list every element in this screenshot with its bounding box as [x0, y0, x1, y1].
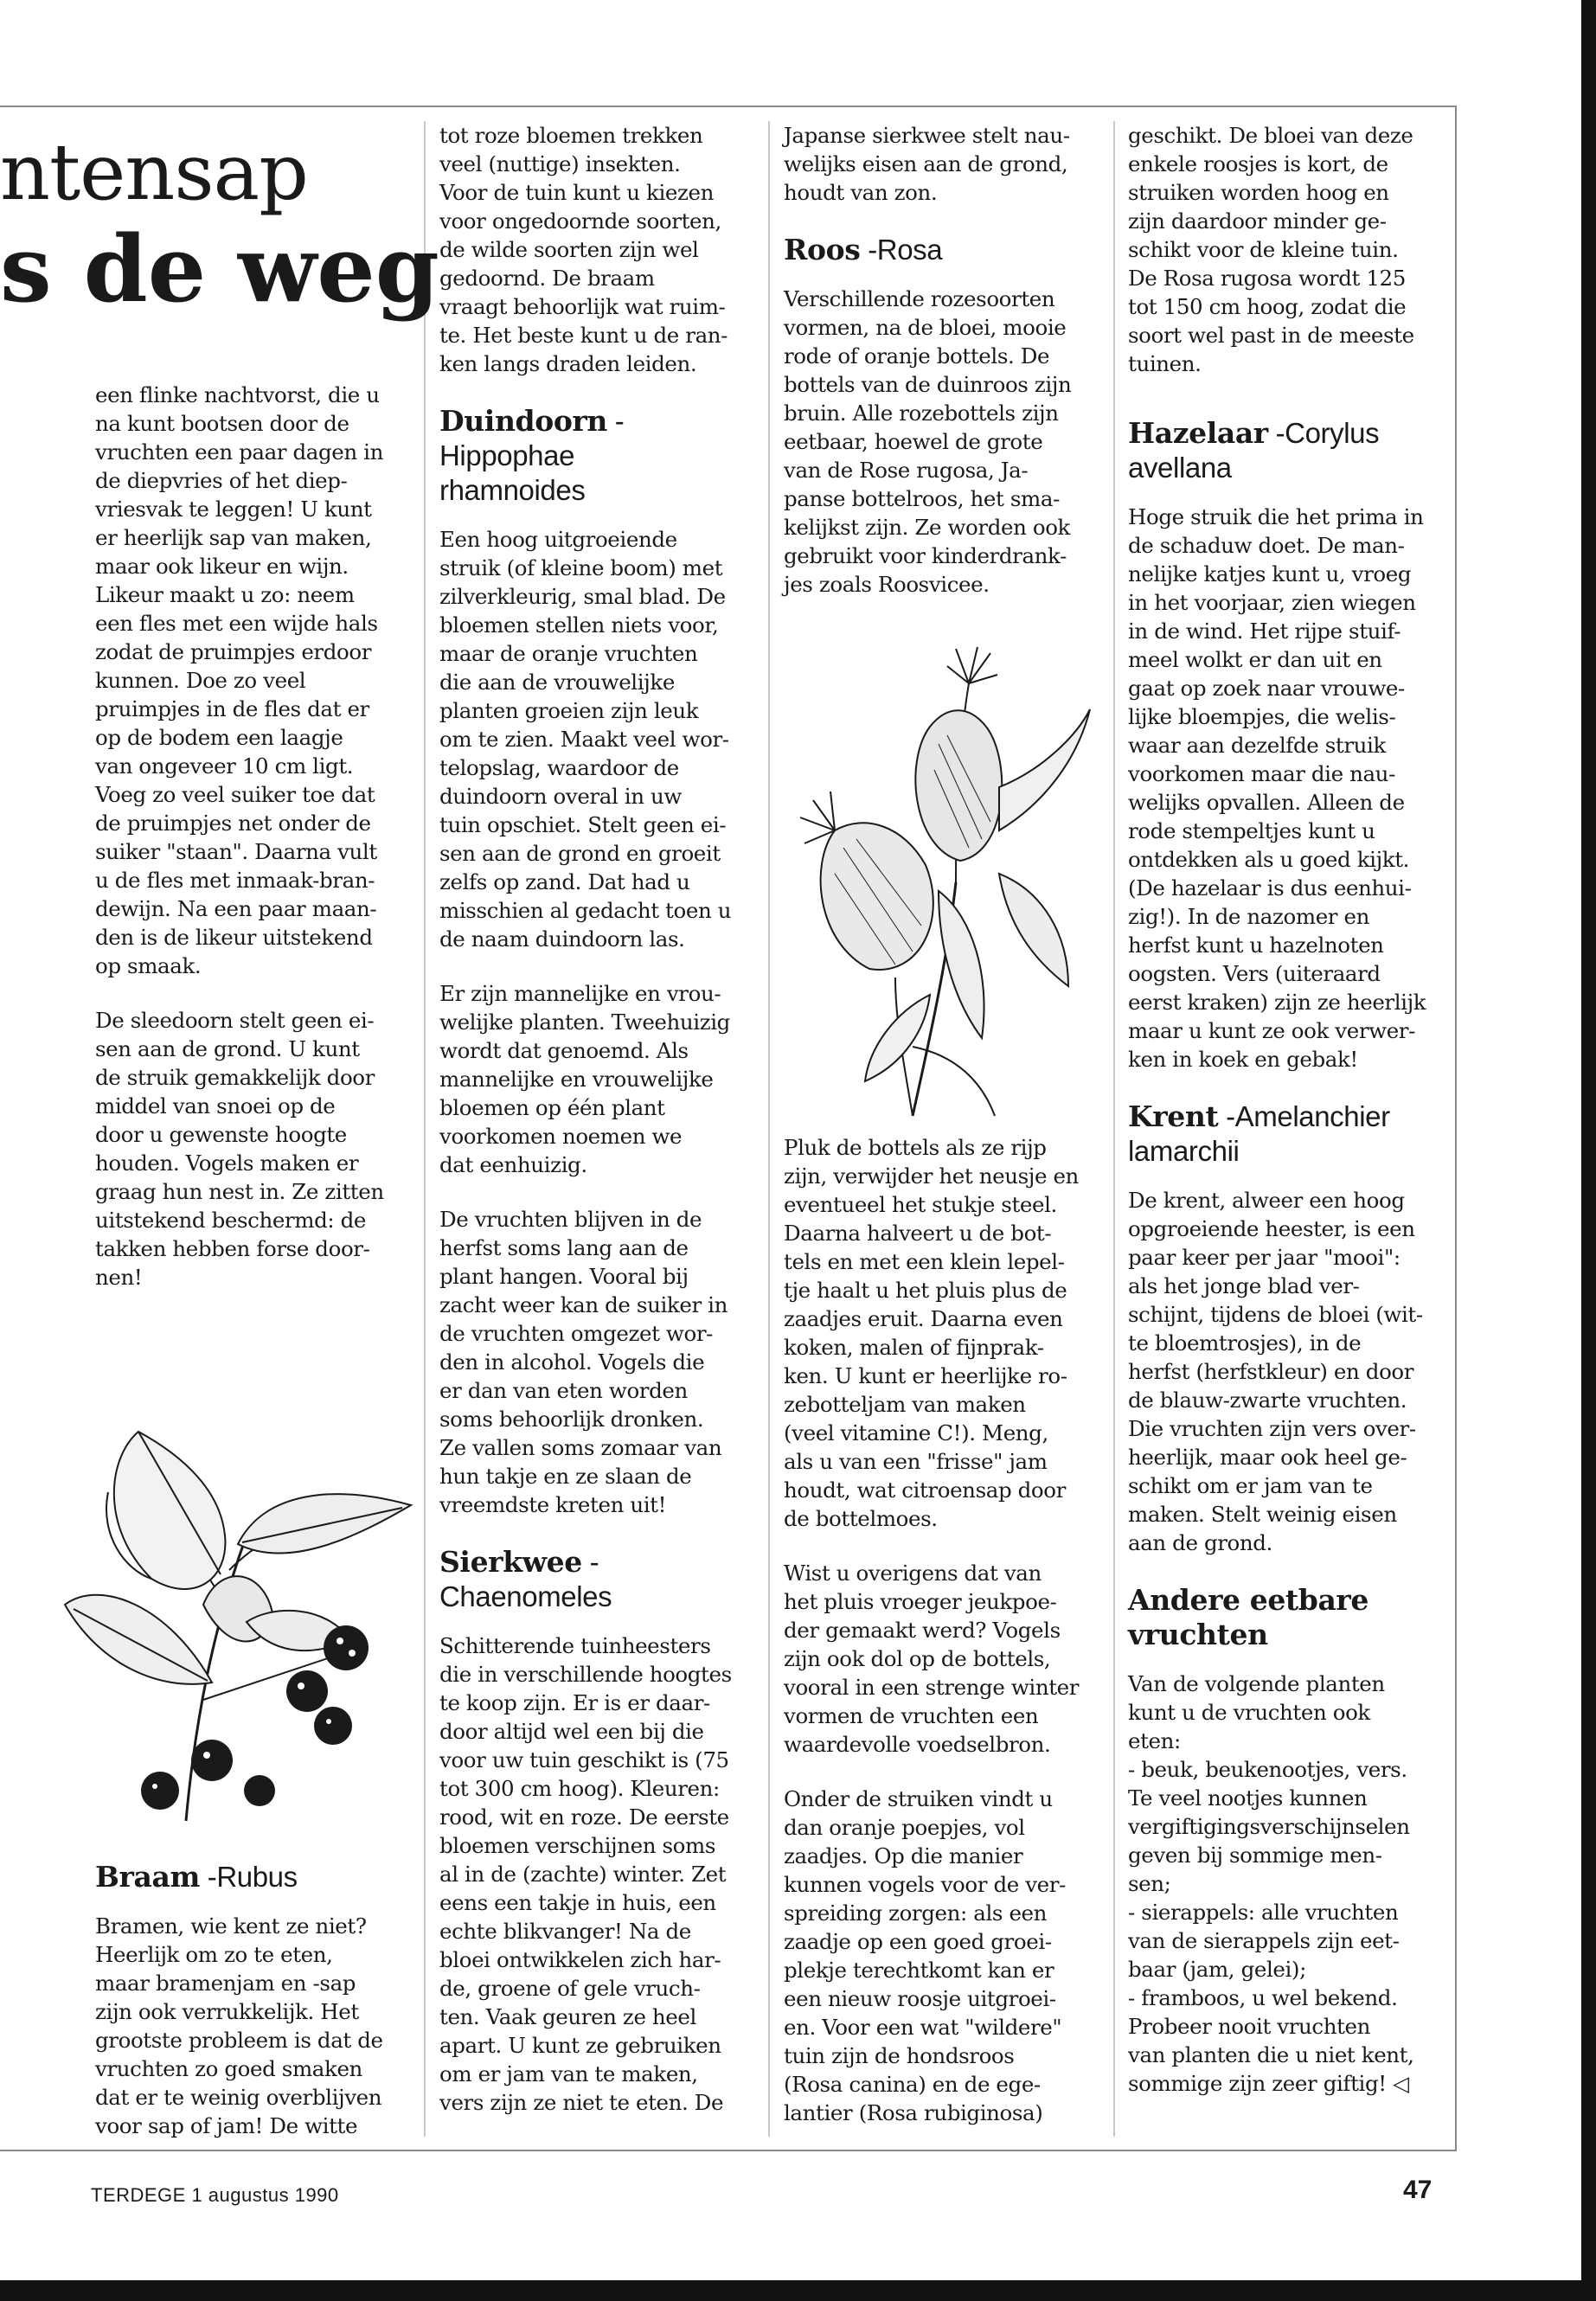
paragraph: Bramen, wie kent ze niet? Heerlijk om zo te eten, maar bramenjam en -sap zijn ook verrukkelijk. Het grootste probleem is dat de vruchten zo goed smaken dat er te weinig overblijven voor sap of jam! De witte: [95, 1913, 383, 2138]
paragraph: Er zijn mannelijke en vrou- welijke planten. Tweehuizig wordt dat genoemd. Als mannelijke en vrouwelijke bloemen op één plant voorkomen noemen we dat eenhuizig.: [439, 981, 730, 1177]
headline-line-1: ntensap: [0, 127, 308, 218]
heading-dutch-name: Duindoorn: [439, 404, 608, 438]
heading-dutch-name: Braam: [95, 1860, 200, 1894]
section-heading-duindoorn: [439, 404, 760, 508]
column-1: [95, 381, 415, 1317]
heading-dutch-name: Hazelaar: [1128, 416, 1268, 450]
column-2: [439, 121, 760, 2143]
column-3-top: [784, 121, 1104, 625]
column-rule-3: [1113, 121, 1115, 2137]
paragraph: Hoge struik die het prima in de schaduw doet. De man- nelijke katjes kunt u, vroeg in het voorjaar, zien wiegen in de wind. Het rijpe stuif- meel wolkt er dan uit en gaat op zoek naar vrouwe- lijke bloempjes, die welis- waar aan dezelfde struik voorkomen maar die nau- welijks opvallen. Alleen de rode stempeltjes kunt u ontdekken als u goed kijkt. (De hazelaar is dus eenhui- zig!). In de nazomer en herfst kunt u hazelnoten oogsten. Vers (uiteraard eerst kraken) zijn ze heerlijk maar u kunt ze ook verwer- ken in koek en gebak!: [1128, 504, 1426, 1072]
page-edge-bottom: [0, 2280, 1596, 2301]
section-heading-hazelaar: [1128, 416, 1448, 485]
page-edge-right: [1581, 0, 1596, 2301]
footer-magazine-date: TERDEGE 1 augustus 1990: [91, 2184, 339, 2206]
paragraph: Van de volgende planten kunt u de vruchten ook eten: - beuk, beukenootjes, vers. Te veel nootjes kunnen vergiftigingsverschijnselen geven bij sommige men- sen; - sierappels: alle vruchten van de sierappels zijn eet- baar (jam, gelei); - framboos, u wel bekend. Probeer nooit vruchten van planten die u niet kent, sommige zijn zeer giftig! ◁: [1128, 1671, 1414, 2096]
blackberry-illustration: [48, 1319, 433, 1830]
paragraph: Een hoog uitgroeiende struik (of kleine boom) met zilverkleurig, smal blad. De bloemen stellen niets voor, maar de oranje vruchten die aan de vrouwelijke planten groeien zijn leuk om te zien. Maakt veel wor- telopslag, waardoor de duindoorn overal in uw tuin opschiet. Stelt geen ei- sen aan de grond en groeit zelfs op zand. Dat had u misschien al gedacht toen u de naam duindoorn las.: [439, 527, 732, 952]
paragraph: Verschillende rozesoorten vormen, na de bloei, mooie rode of oranje bottels. De bottels van de duinroos zijn bruin. Alle rozebottels zijn eetbaar, hoewel de grote van de Rose rugosa, Ja- panse bottelroos, het sma- kelijkst zijn. Ze worden ook gebruikt voor kinderdrank- jes zoals Roosvicee.: [784, 286, 1072, 597]
heading-latin-name: - Chaenomeles: [439, 1546, 612, 1612]
paragraph: een flinke nachtvorst, die u na kunt bootsen door de vruchten een paar dagen in de diepvries of het diep- vriesvak te leggen! U kunt er heerlijk sap van maken, maar ook likeur en wijn. Likeur maakt u zo: neem een fles met een wijde hals zodat de pruimpjes erdoor kunnen. Doe zo veel pruimpjes in de fles dat er op de bodem een laagje van ongeveer 10 cm ligt. Voeg zo veel suiker toe dat de pruimpjes net onder de suiker "staan". Daarna vult u de fles met inmaak-bran- dewijn. Na een paar maan- den is de likeur uitstekend op smaak.: [95, 382, 383, 978]
heading-latin-name: -Corylus avellana: [1128, 417, 1380, 484]
page-number: 47: [1403, 2176, 1433, 2204]
section-heading-roos: [784, 233, 1104, 267]
column-1-bottom: [95, 1860, 415, 2166]
section-heading-andere-vruchten: Andere eetbare vruchten: [1128, 1583, 1369, 1651]
heading-latin-name: - Hippophae rhamnoides: [439, 405, 625, 506]
column-rule-1: [424, 121, 426, 2137]
paragraph: De krent, alweer een hoog opgroeiende heester, is een paar keer per jaar "mooi": als het jonge blad ver- schijnt, tijdens de bloei (wit- te bloemtrosjes), in de herfst (herfstkleur) en door de blauw-zwarte vruchten. Die vruchten zijn vers over- heerlijk, maar ook heel ge- schikt om er jam van te maken. Stelt weinig eisen aan de grond.: [1128, 1188, 1423, 1555]
paragraph: Japanse sierkwee stelt nau- welijks eisen aan de grond, houdt van zon.: [784, 123, 1070, 205]
heading-dutch-name: Sierkwee: [439, 1545, 582, 1579]
paragraph: Onder de struiken vindt u dan oranje poepjes, vol zaadjes. Op die manier kunnen vogels voor de ver- spreiding zorgen: als een zaadje op een goed groei- plekje terechtkomt kan er een nieuw roosje uitgroei- en. Voor een wat "wildere" tuin zijn de hondsroos (Rosa canina) en de ege- lantier (Rosa rubiginosa): [784, 1786, 1066, 2125]
heading-latin-name: -Rosa: [860, 234, 943, 266]
section-heading-krent: [1128, 1099, 1448, 1169]
heading-dutch-name: Roos: [784, 233, 861, 266]
section-heading-braam: [95, 1860, 415, 1894]
rosehip-illustration: [783, 631, 1107, 1125]
column-rule-2: [768, 121, 770, 2137]
column-3-bottom: [784, 1133, 1108, 2153]
heading-latin-name: -Amelanchier lamarchii: [1128, 1100, 1390, 1167]
heading-dutch-name: Krent: [1128, 1099, 1219, 1133]
paragraph: Wist u overigens dat van het pluis vroeger jeukpoe- der gemaakt werd? Vogels zijn ook dol op de bottels, vooral in een strenge winter vormen de vruchten een waardevolle voedselbron.: [784, 1561, 1080, 1757]
heading-latin-name: -Rubus: [199, 1861, 298, 1893]
headline-line-2: s de weg: [0, 215, 439, 323]
paragraph: Pluk de bottels als ze rijp zijn, verwijder het neusje en eventueel het stukje steel. Daarna halveert u de bot- tels en met een klein lepel- tje haalt u het pluis plus de zaadjes eruit. Daarna even koken, malen of fijnprak- ken. U kunt er heerlijke ro- zebotteljam van maken (veel vitamine C!). Meng, als u van een "frisse" jam houdt, wat citroensap door de bottelmoes.: [784, 1135, 1079, 1531]
paragraph: De vruchten blijven in de herfst soms lang aan de plant hangen. Vooral bij zacht weer kan de suiker in de vruchten omgezet wor- den in alcohol. Vogels die er dan van eten worden soms behoorlijk dronken. Ze vallen soms zomaar van hun takje en ze slaan de vreemdste kreten uit!: [439, 1207, 727, 1517]
paragraph: tot roze bloemen trekken veel (nuttige) insekten. Voor de tuin kunt u kiezen voor ongedoornde soorten, de wilde soorten zijn wel gedoornd. De braam vraagt behoorlijk wat ruim- te. Het beste kunt u de ran- ken langs draden leiden.: [439, 123, 728, 376]
column-4: [1128, 121, 1448, 2124]
paragraph: geschikt. De bloei van deze enkele roosjes is kort, de struiken worden hoog en zijn daardoor minder ge- schikt voor de kleine tuin. De Rosa rugosa wordt 125 tot 150 cm hoog, zodat die soort wel past in de meeste tuinen.: [1128, 123, 1414, 376]
paragraph: Schitterende tuinheesters die in verschillende hoogtes te koop zijn. Er is er daar- door altijd wel een bij die voor uw tuin geschikt is (75 tot 300 cm hoog). Kleuren: rood, wit en roze. De eerste bloemen verschijnen soms al in de (zachte) winter. Zet eens een takje in huis, een echte blikvanger! Na de bloei ontwikkelen zich har- de, groene of gele vruch- ten. Vaak geuren ze heel apart. U kunt ze gebruiken om er jam van te maken, vers zijn ze niet te eten. De: [439, 1633, 732, 2115]
paragraph: De sleedoorn stelt geen ei- sen aan de grond. U kunt de struik gemakkelijk door middel van snoei op de door u gewenste hoogte houden. Vogels maken er graag hun nest in. Ze zitten uitstekend beschermd: de takken hebben forse door- nen!: [95, 1008, 384, 1290]
section-heading-sierkwee: [439, 1545, 760, 1614]
